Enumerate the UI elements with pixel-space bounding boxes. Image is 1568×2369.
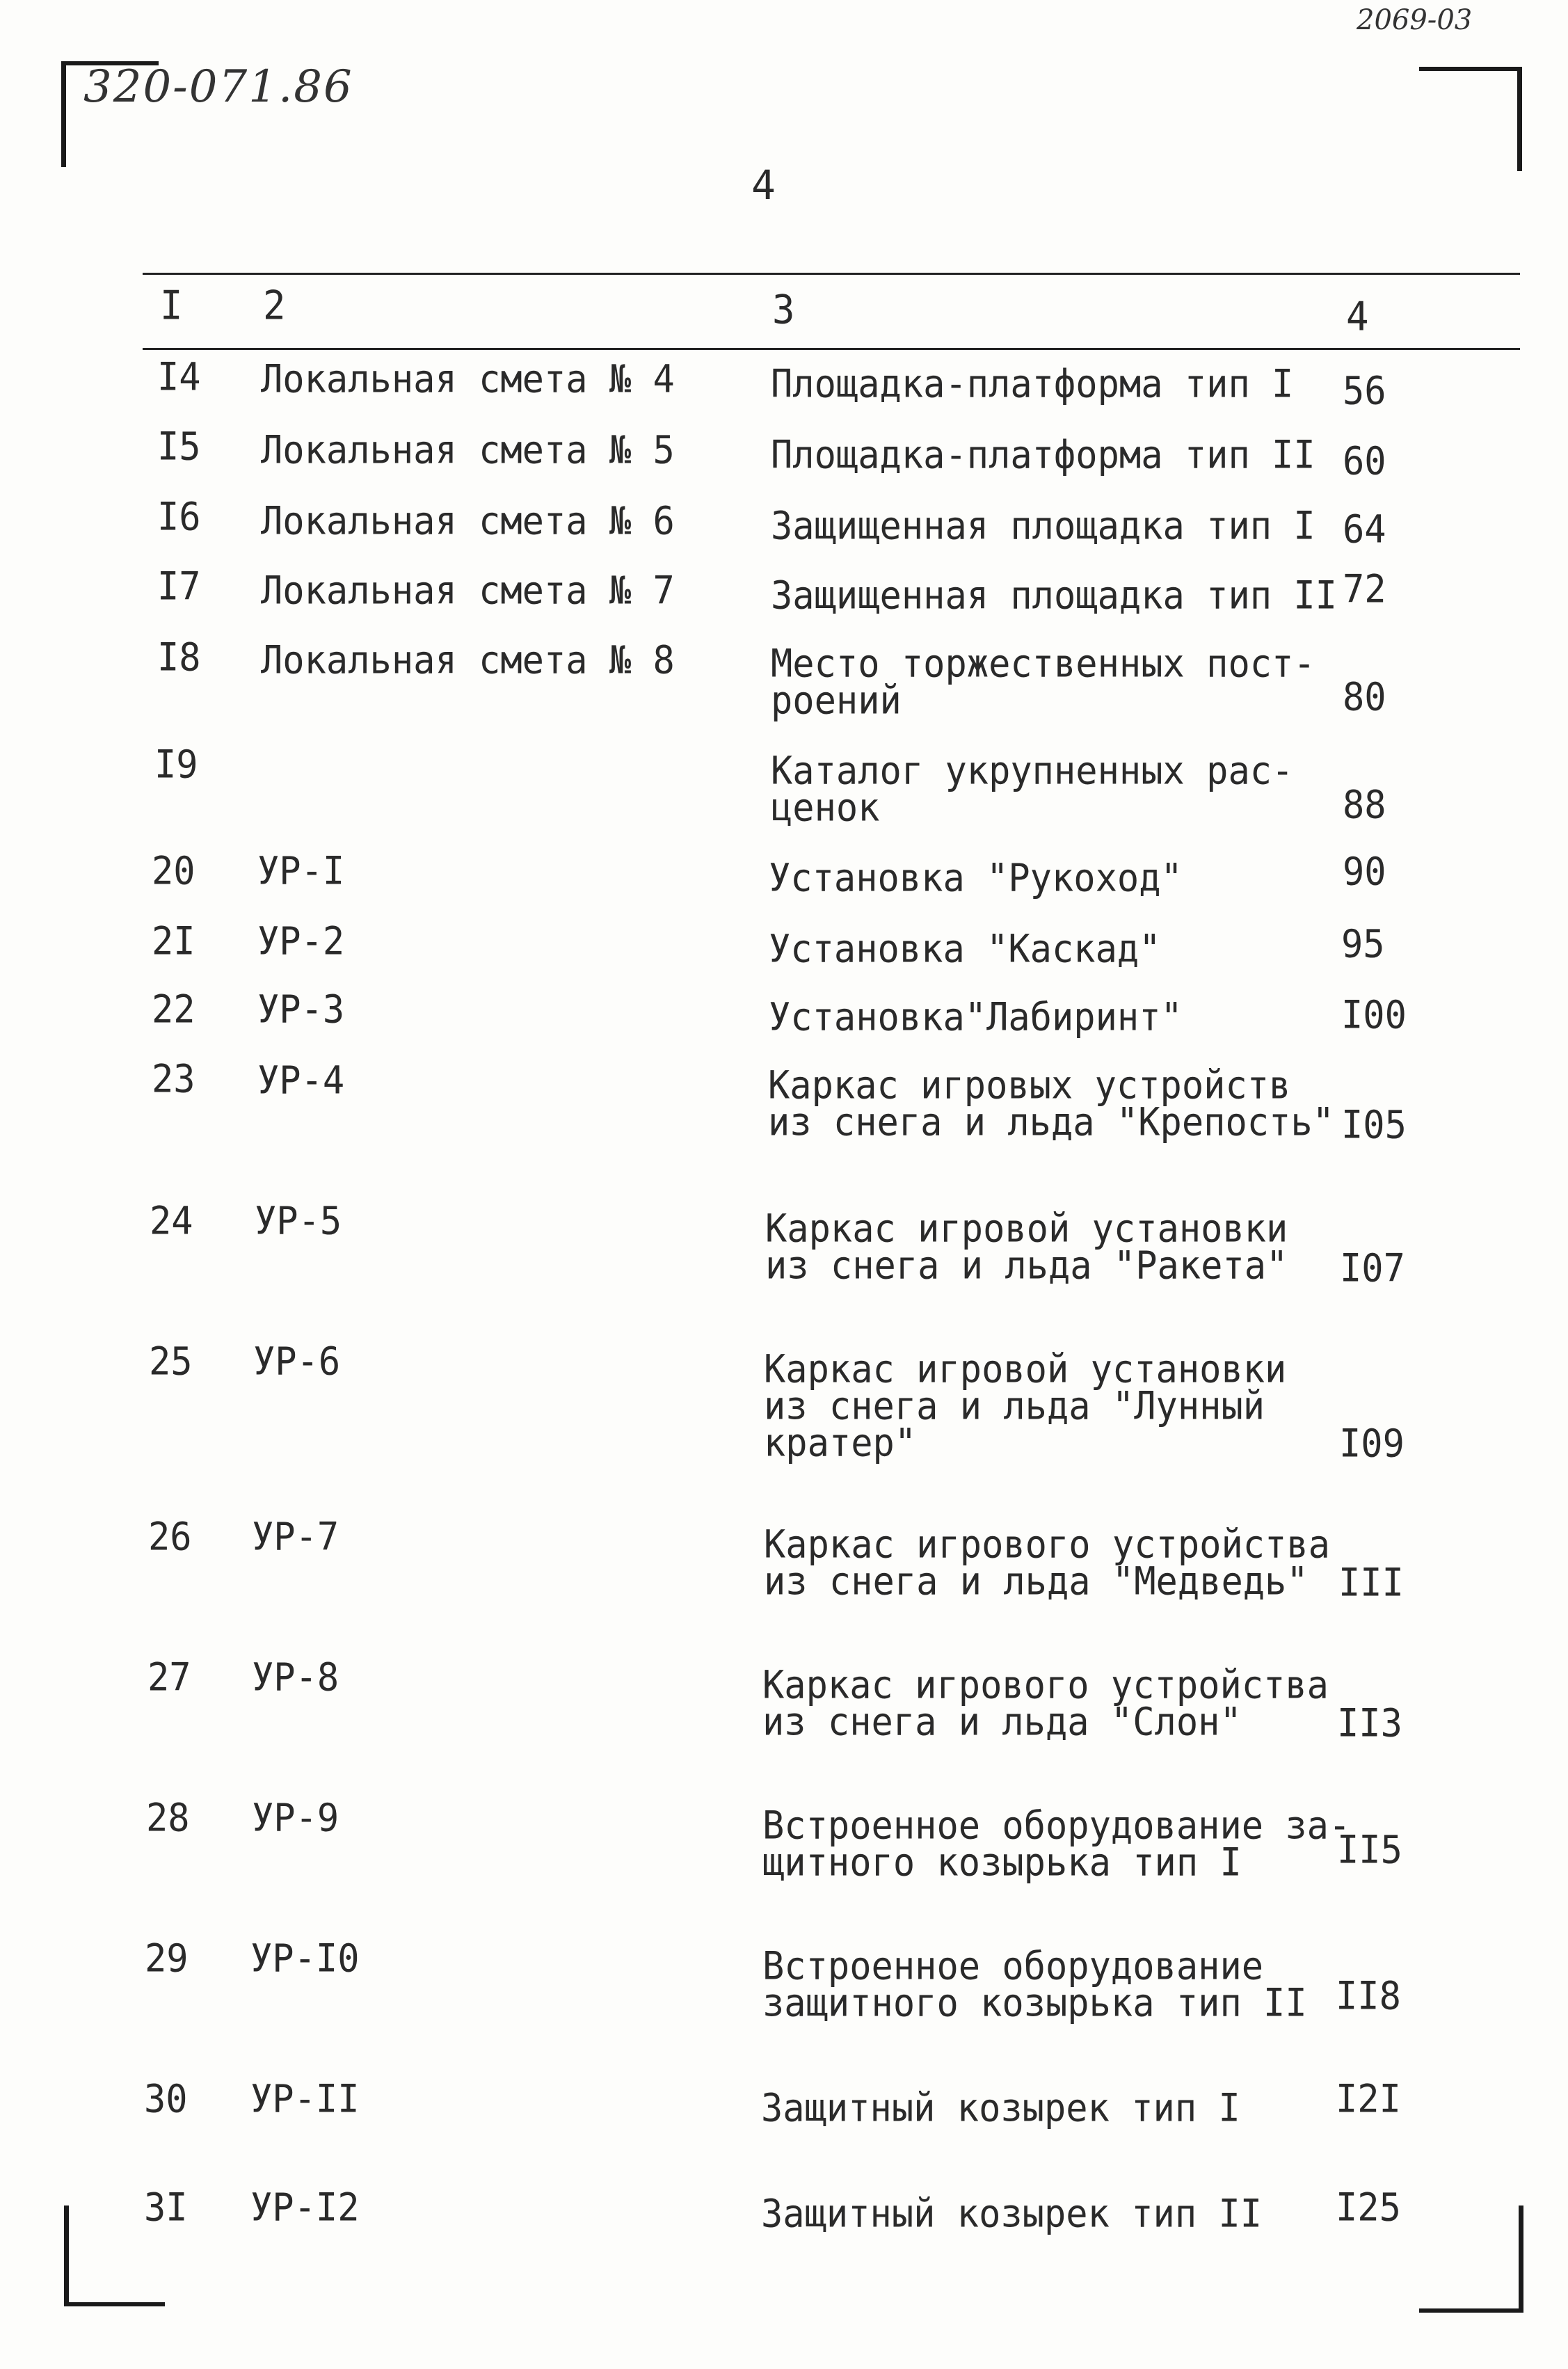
row-description: Встроенное оборудование за- щитного козырька тип I bbox=[762, 1803, 1351, 1885]
row-page: I25 bbox=[1336, 2185, 1401, 2231]
row-number: 22 bbox=[152, 987, 195, 1032]
row-page: I05 bbox=[1341, 1103, 1407, 1148]
row-code: УР-6 bbox=[253, 1339, 341, 1385]
row-code: УР-I2 bbox=[250, 2185, 360, 2231]
row-description: Установка "Рукоход" bbox=[769, 856, 1183, 901]
row-page: I00 bbox=[1341, 993, 1407, 1038]
corner-mark-bottom-right-vertical bbox=[1519, 2206, 1523, 2313]
row-code: Локальная смета № 8 bbox=[261, 638, 675, 683]
corner-mark-bottom-left-horizontal bbox=[64, 2302, 165, 2306]
page-number: 4 bbox=[751, 161, 776, 209]
row-number: I7 bbox=[157, 564, 201, 609]
row-description: Каркас игровых устройств из снега и льда "Крепость" bbox=[768, 1063, 1334, 1145]
row-code: Локальная смета № 4 bbox=[261, 357, 675, 402]
row-number: 28 bbox=[146, 1796, 190, 1841]
corner-mark-bottom-right-horizontal bbox=[1419, 2308, 1523, 2313]
row-code: УР-I bbox=[257, 849, 345, 894]
row-number: I5 bbox=[157, 424, 201, 470]
corner-mark-bottom-left-vertical bbox=[64, 2206, 69, 2306]
row-code: Локальная смета № 5 bbox=[261, 428, 675, 473]
row-description: Защитный козырек тип I bbox=[761, 2086, 1240, 2131]
row-page: I2I bbox=[1336, 2077, 1401, 2122]
row-page: II8 bbox=[1336, 1974, 1401, 2019]
row-number: I9 bbox=[154, 742, 198, 788]
row-description: Каркас игрового устройства из снега и льда "Медведь" bbox=[764, 1522, 1330, 1604]
row-code: Локальная смета № 6 bbox=[261, 499, 675, 544]
row-page: 60 bbox=[1343, 439, 1386, 484]
row-number: 2I bbox=[152, 919, 195, 964]
table-header-rule bbox=[143, 348, 1520, 350]
row-description: Защищенная площадка тип I bbox=[771, 504, 1315, 549]
row-page: I07 bbox=[1340, 1246, 1405, 1291]
row-description: Защищенная площадка тип II bbox=[771, 573, 1337, 619]
row-description: Каркас игровой установки из снега и льда "Ракета" bbox=[765, 1206, 1288, 1289]
row-page: 90 bbox=[1343, 850, 1386, 895]
document-reference: 2069-03 bbox=[1357, 4, 1473, 36]
row-code: УР-7 bbox=[252, 1515, 339, 1560]
row-number: 3I bbox=[144, 2185, 188, 2231]
row-page: 56 bbox=[1343, 369, 1386, 414]
row-page: III bbox=[1338, 1561, 1404, 1606]
row-page: 88 bbox=[1343, 783, 1386, 828]
row-description: Установка"Лабиринт" bbox=[769, 995, 1183, 1040]
row-page: II3 bbox=[1337, 1701, 1402, 1746]
column-header-4: 4 bbox=[1346, 293, 1369, 340]
row-description: Каталог укрупненных рас- ценок bbox=[771, 749, 1294, 831]
document-code: 320-071.86 bbox=[83, 61, 353, 113]
row-code: УР-I0 bbox=[250, 1936, 360, 1981]
row-page: 95 bbox=[1341, 922, 1385, 967]
column-header-1: I bbox=[160, 282, 183, 329]
row-number: 26 bbox=[148, 1515, 192, 1560]
column-header-2: 2 bbox=[263, 282, 286, 329]
row-description: Каркас игрового устройства из снега и льда "Слон" bbox=[762, 1663, 1329, 1745]
column-header-3: 3 bbox=[772, 286, 795, 333]
row-code: УР-2 bbox=[257, 919, 345, 964]
row-page: II5 bbox=[1337, 1828, 1402, 1873]
row-description: Установка "Каскад" bbox=[769, 927, 1161, 972]
row-number: I8 bbox=[157, 635, 201, 680]
row-number: 29 bbox=[145, 1936, 189, 1981]
row-number: 23 bbox=[152, 1057, 195, 1102]
row-description: Площадка-платформа тип II bbox=[771, 433, 1315, 478]
row-number: 30 bbox=[144, 2077, 188, 2122]
row-description: Встроенное оборудование защитного козырька тип II bbox=[762, 1944, 1307, 2026]
row-number: 25 bbox=[149, 1339, 193, 1385]
row-code: УР-4 bbox=[257, 1058, 345, 1103]
row-number: 27 bbox=[147, 1655, 191, 1700]
row-code: Локальная смета № 7 bbox=[261, 568, 675, 614]
table-top-rule bbox=[143, 273, 1520, 275]
row-code: УР-5 bbox=[255, 1199, 342, 1244]
row-code: УР-8 bbox=[252, 1655, 339, 1700]
row-page: 72 bbox=[1343, 567, 1386, 612]
row-number: 20 bbox=[152, 849, 195, 894]
row-description: Место торжественных пост- роений bbox=[771, 641, 1315, 724]
row-description: Площадка-платформа тип I bbox=[771, 362, 1294, 407]
corner-mark-top-right-vertical bbox=[1517, 67, 1522, 171]
row-description: Защитный козырек тип II bbox=[761, 2192, 1263, 2237]
row-number: 24 bbox=[150, 1199, 193, 1244]
row-page: I09 bbox=[1339, 1421, 1405, 1467]
row-code: УР-9 bbox=[252, 1796, 339, 1841]
row-number: I6 bbox=[157, 495, 201, 540]
row-page: 64 bbox=[1343, 507, 1386, 552]
row-code: УР-3 bbox=[257, 987, 345, 1032]
row-description: Каркас игровой установки из снега и льда "Лунный кратер" bbox=[764, 1347, 1287, 1466]
row-page: 80 bbox=[1343, 675, 1386, 720]
corner-mark-top-right-horizontal bbox=[1419, 67, 1522, 71]
row-number: I4 bbox=[157, 355, 201, 400]
row-code: УР-II bbox=[250, 2077, 360, 2122]
corner-mark-top-left-vertical bbox=[61, 63, 66, 167]
